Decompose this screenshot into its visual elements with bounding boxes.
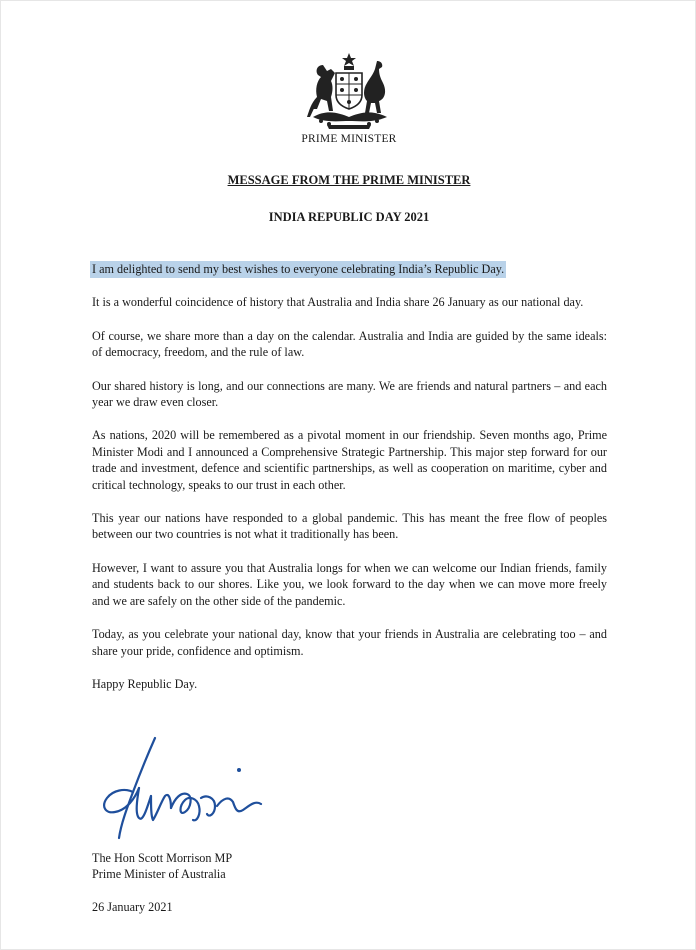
letter-date: 26 January 2021: [92, 900, 173, 914]
signature-image: [89, 736, 289, 846]
letter-body: [92, 261, 607, 709]
paragraph: Of course, we share more than a day on the calendar. Australia and India are guided by the same ideals: of democracy, freedom, and the rule of law.: [92, 328, 607, 360]
paragraph-highlighted: [92, 261, 607, 277]
paragraph: It is a wonderful coincidence of history that Australia and India share 26 January as our national day.: [92, 295, 584, 310]
paragraph: Our shared history is long, and our connections are many. We are friends and natural partners – and each year we draw even closer.: [92, 378, 607, 410]
signatory-name: The Hon Scott Morrison MP: [92, 851, 233, 865]
text-highlight: I am delighted to send my best wishes to everyone celebrating India’s Republic Day.: [92, 262, 505, 276]
paragraph: As nations, 2020 will be remembered as a pivotal moment in our friendship. Seven months ago, Prime Minister Modi and I announced a Comprehensive Strategic Partnership. This major step forward for our trade and investment, defence and scientific partnerships, as well as cooperation on maritime, cyber and critical technology, speaks to our trust in each other.: [92, 428, 607, 492]
message-subtitle: INDIA REPUBLIC DAY 2021: [268, 210, 430, 224]
paragraph: Today, as you celebrate your national day, know that your friends in Australia are celebrating too – and share your pride, confidence and optimism.: [92, 627, 607, 658]
office-title: PRIME MINISTER: [301, 133, 397, 145]
closing-line: Happy Republic Day.: [92, 676, 198, 691]
paragraph: This year our nations have responded to a global pandemic. This has meant the free flow of peoples between our two countries is not what it traditionally has been.: [92, 511, 607, 542]
coat-of-arms-icon: [303, 51, 395, 129]
signatory-position: Prime Minister of Australia: [92, 867, 226, 882]
signoff-block: [92, 850, 232, 883]
paragraph: However, I want to assure you that Australia longs for when we can welcome our Indian friends, family and students back to our shores. Like you, we look forward to the day when we can move more freely and we are safely on the other side of the pandemic.: [92, 560, 607, 608]
message-title: MESSAGE FROM THE PRIME MINISTER: [227, 173, 471, 187]
